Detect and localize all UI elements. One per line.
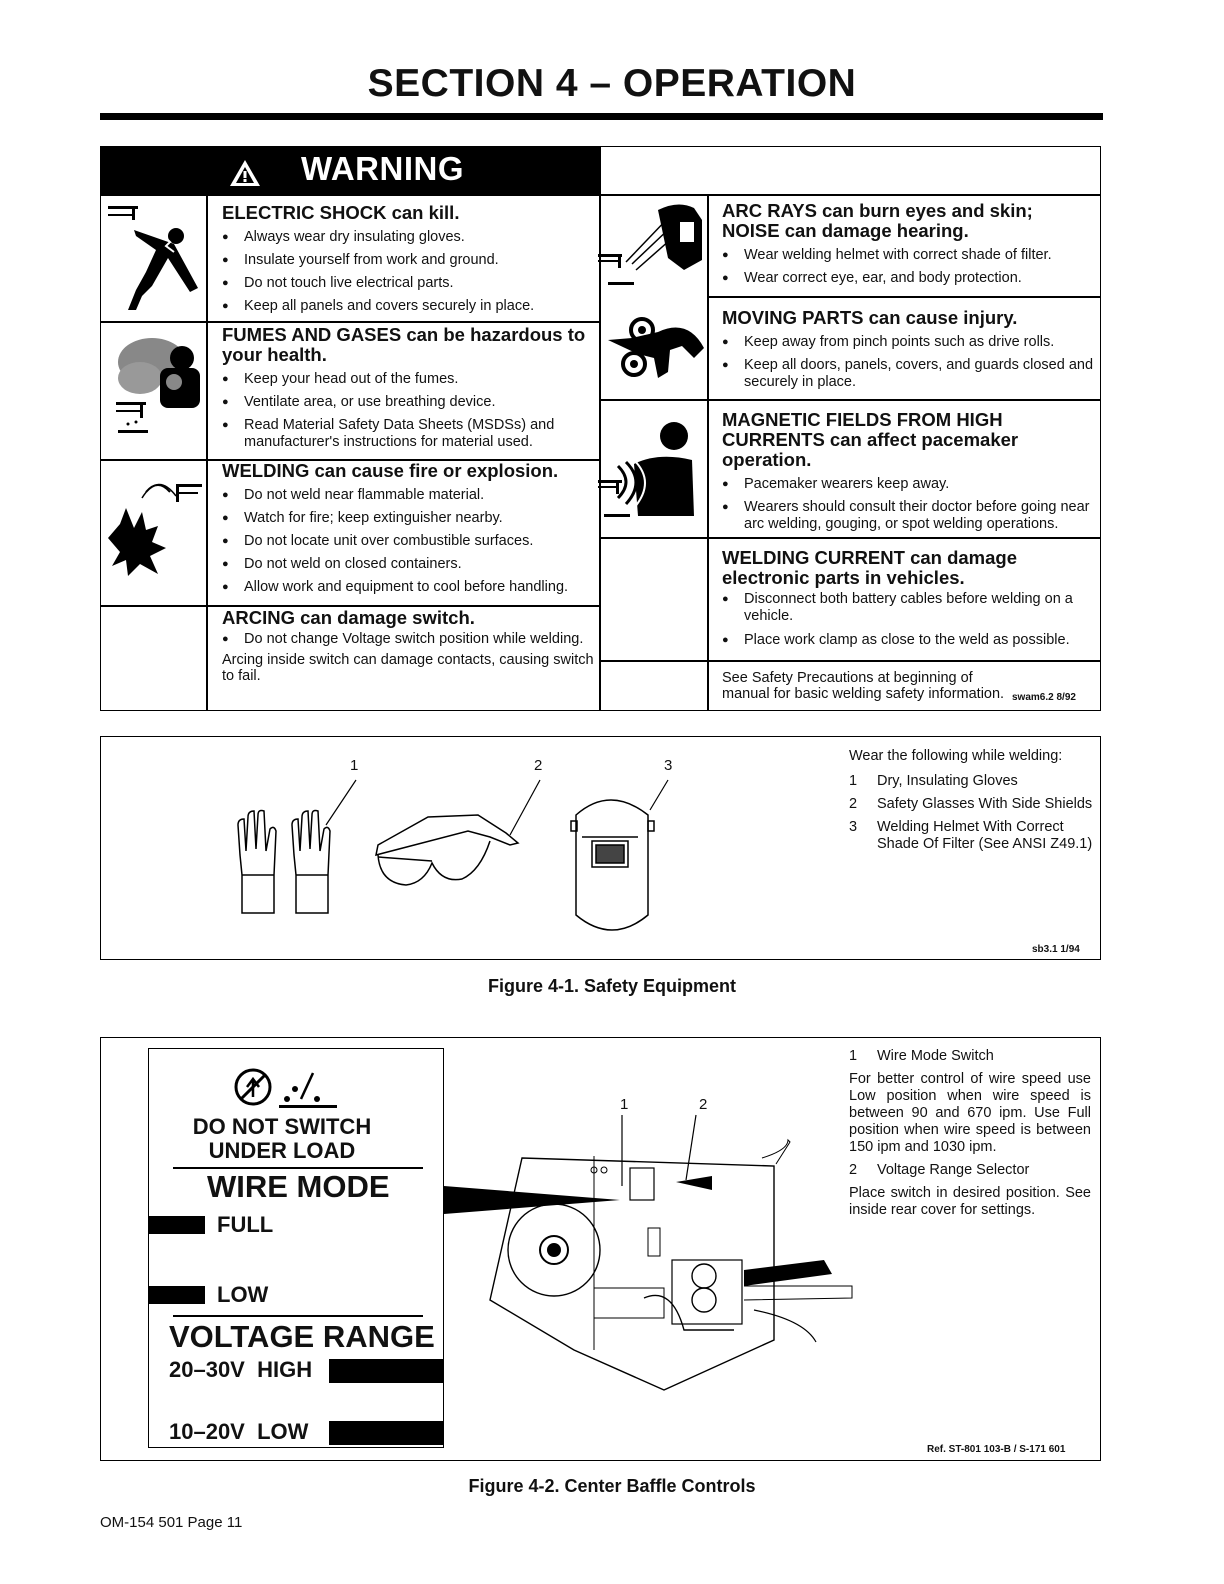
switch-position-mark	[329, 1421, 443, 1445]
hazard-bullet: ● Keep your head out of the fumes.	[222, 368, 596, 391]
hazard-title: ELECTRIC SHOCK can kill.	[222, 202, 460, 223]
legend-item	[849, 1162, 1091, 1179]
center-baffle-illustration	[444, 1110, 864, 1396]
hazard-bullet: ● Disconnect both battery cables before welding on a vehicle.	[722, 591, 1094, 625]
legend-number: 2	[849, 796, 858, 812]
legend-item	[849, 1048, 1091, 1065]
voltage-range-selector-knob	[676, 1176, 712, 1190]
decal-warning-line1: DO NOT SWITCH	[192, 1114, 372, 1139]
decal-low-setting: 10–20V LOW	[169, 1419, 309, 1444]
hazard-title: WELDING can cause fire or explosion.	[222, 460, 559, 481]
arc-rays-icon	[598, 200, 706, 290]
legend-item	[849, 819, 1093, 853]
callout-number: 2	[534, 757, 543, 774]
hazard-magnetic-fields	[722, 410, 1094, 537]
hazard-fire	[222, 461, 596, 599]
safety-equipment-illustration	[228, 775, 678, 945]
hazard-bullet: ● Allow work and equipment to cool before handling.	[222, 576, 596, 599]
do-not-switch-symbol-icon	[233, 1065, 353, 1109]
hazard-bullet: ● Insulate yourself from work and ground.	[222, 249, 596, 272]
decal-high-setting: 20–30V HIGH	[169, 1357, 313, 1382]
glove-icon	[238, 811, 276, 914]
figure2-caption: Figure 4-2. Center Baffle Controls	[468, 1476, 756, 1496]
hazard-arc-rays	[722, 201, 1094, 290]
hazard-welding-current	[722, 548, 1094, 652]
moving-parts-icon	[598, 308, 706, 388]
legend-description: For better control of wire speed use Low position when wire speed is between 90 and 670 ipm. Use Full position when wire speed is between 150 ipm and 1030 ipm.	[849, 1071, 1091, 1155]
switch-position-mark	[149, 1286, 205, 1304]
hazard-bullet: ● Keep all doors, panels, covers, and guards closed and securely in place.	[722, 357, 1094, 391]
hazard-bullet: ● Do not change Voltage switch position while welding.	[222, 631, 596, 648]
hazard-bullet: ● Wearers should consult their doctor before going near arc welding, gouging, or spot welding operations.	[722, 499, 1094, 533]
hazard-bullet: ● Do not locate unit over combustible surfaces.	[222, 530, 596, 553]
switch-position-mark	[149, 1216, 205, 1234]
hazard-title: FUMES AND GASES can be hazardous to your health.	[222, 324, 586, 365]
hazard-arcing	[222, 608, 596, 684]
callout-number: 1	[350, 757, 359, 774]
decal-full-label: FULL	[217, 1212, 274, 1237]
decal-low-label: LOW	[217, 1282, 269, 1307]
wire-mode-switch	[630, 1168, 654, 1200]
warning-triangle-icon	[229, 159, 261, 187]
legend-description: Place switch in desired position. See inside rear cover for settings.	[849, 1185, 1091, 1218]
hazard-note: Arcing inside switch can damage contacts, causing switch to fail.	[222, 652, 594, 684]
legend-number: 2	[849, 1162, 858, 1178]
figure2-legend	[849, 1048, 1091, 1219]
hazard-bullet: ● Do not weld on closed containers.	[222, 553, 596, 576]
legend-label: Safety Glasses With Side Shields	[877, 796, 1093, 812]
hazard-fumes	[222, 325, 596, 455]
glove-icon	[292, 811, 330, 914]
callout-number: 3	[664, 757, 673, 774]
hazard-title: WELDING CURRENT can damage electronic parts in vehicles.	[722, 547, 1018, 588]
hazard-bullet: ● Keep away from pinch points such as drive rolls.	[722, 331, 1094, 354]
warning-ref: swam6.2 8/92	[1012, 692, 1076, 703]
hazard-bullet: ● Pacemaker wearers keep away.	[722, 473, 1094, 496]
control-decal	[148, 1048, 444, 1448]
hazard-title: ARCING can damage switch.	[222, 607, 475, 628]
decal-voltage-range-label: VOLTAGE RANGE	[169, 1319, 435, 1354]
welding-helmet-icon	[571, 800, 654, 930]
hazard-bullet: ● Wear correct eye, ear, and body protection.	[722, 267, 1094, 290]
legend-number: 3	[849, 819, 858, 835]
safety-glasses-icon	[376, 815, 518, 885]
legend-number: 1	[849, 1048, 858, 1064]
hazard-title: MAGNETIC FIELDS FROM HIGH CURRENTS can affect pacemaker operation.	[722, 409, 1019, 470]
hazard-bullet: ● Ventilate area, or use breathing device.	[222, 391, 596, 414]
hazard-title: ARC RAYS can burn eyes and skin; NOISE can damage hearing.	[722, 200, 1033, 241]
hazard-bullet: ● Always wear dry insulating gloves.	[222, 226, 596, 249]
decal-wire-mode-label: WIRE MODE	[207, 1169, 390, 1204]
callout-number: 1	[620, 1096, 629, 1113]
warning-banner-label: WARNING	[301, 150, 464, 187]
legend-item	[849, 796, 1093, 813]
hazard-bullet: ● Wear welding helmet with correct shade of filter.	[722, 244, 1094, 267]
hazard-bullet: ● Place work clamp as close to the weld as possible.	[722, 629, 1094, 652]
switch-position-mark	[329, 1359, 443, 1383]
legend-label: Wire Mode Switch	[877, 1048, 994, 1064]
decal-warning-line2: UNDER LOAD	[208, 1138, 356, 1163]
page-footer: OM-154 501 Page 11	[100, 1514, 243, 1531]
figure1-caption: Figure 4-1. Safety Equipment	[487, 976, 737, 996]
callout-number: 2	[699, 1096, 708, 1113]
fire-explosion-icon	[106, 468, 204, 578]
hazard-bullet: ● Do not touch live electrical parts.	[222, 272, 596, 295]
hazard-bullet: ● Read Material Safety Data Sheets (MSDSs) and manufacturer's instructions for material used.	[222, 417, 596, 451]
hazard-moving-parts	[722, 308, 1094, 395]
figure2-ref: Ref. ST-801 103-B / S-171 601	[927, 1444, 1066, 1455]
hazard-bullet: ● Watch for fire; keep extinguisher nearby.	[222, 507, 596, 530]
legend-intro: Wear the following while welding:	[849, 748, 1063, 764]
safety-precautions-note: See Safety Precautions at beginning of manual for basic welding safety information.	[722, 670, 1005, 702]
title-rule	[100, 113, 1103, 120]
legend-item	[849, 773, 1093, 790]
legend-label: Dry, Insulating Gloves	[877, 773, 1018, 789]
figure1-legend	[849, 748, 1093, 859]
fumes-icon	[106, 330, 204, 440]
section-title: SECTION 4 – OPERATION	[367, 62, 857, 105]
legend-label: Welding Helmet With Correct Shade Of Filter (See ANSI Z49.1)	[877, 819, 1093, 852]
hazard-bullet: ● Do not weld near flammable material.	[222, 484, 596, 507]
hazard-bullet: ● Keep all panels and covers securely in place.	[222, 295, 596, 318]
figure1-ref: sb3.1 1/94	[1032, 944, 1080, 955]
warning-banner	[101, 147, 599, 194]
magnetic-field-icon	[598, 420, 706, 528]
electric-shock-icon	[106, 200, 204, 315]
hazard-title: MOVING PARTS can cause injury.	[722, 307, 1018, 328]
hazard-electric-shock	[222, 203, 596, 318]
legend-number: 1	[849, 773, 858, 789]
legend-label: Voltage Range Selector	[877, 1162, 1030, 1178]
